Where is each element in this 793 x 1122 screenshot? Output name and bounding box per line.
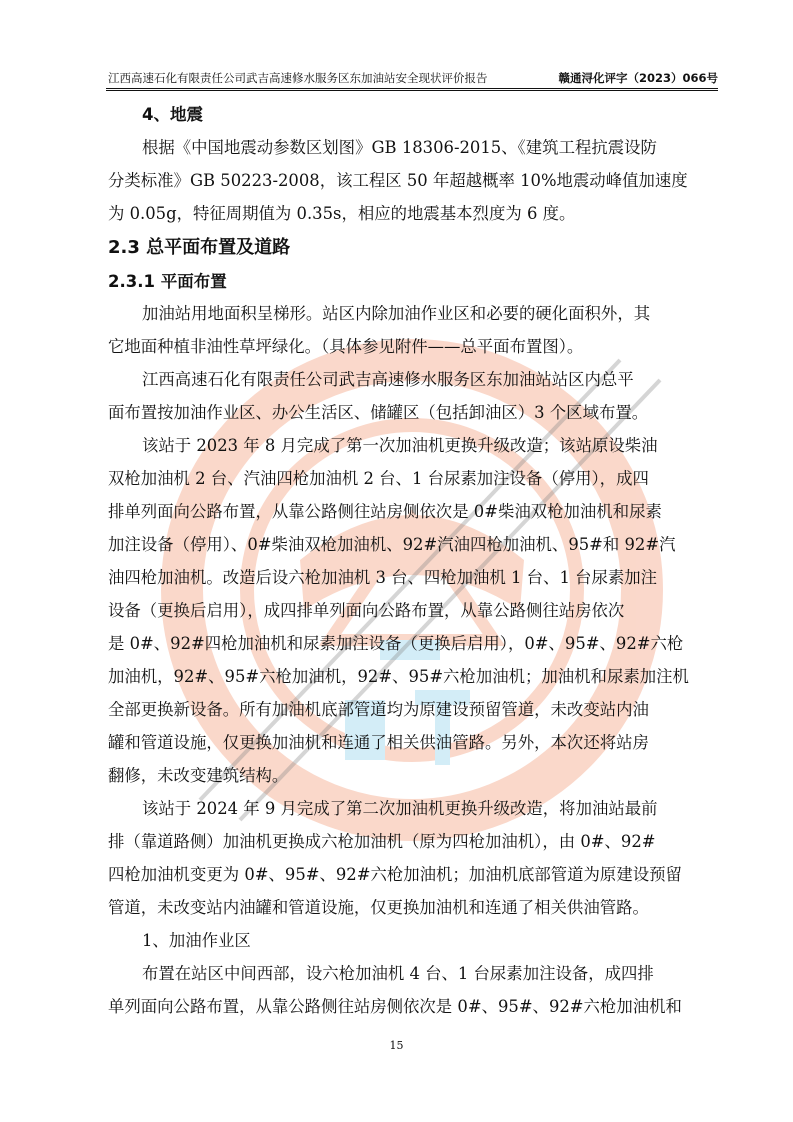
paragraph-line: 布置在站区中间西部，设六枪加油机 4 台、1 台尿素加注设备，成四排 <box>142 964 654 983</box>
paragraph-line: 该站于 2023 年 8 月完成了第一次加油机更换升级改造；该站原设柴油 <box>142 436 658 455</box>
paragraph-line: 全部更换新设备。所有加油机底部管道均为原建设预留管道，未改变站内油 <box>108 700 649 719</box>
paragraph-line: 是 0#、92#四枪加油机和尿素加注设备（更换后启用），0#、95#、92#六枪 <box>108 634 684 653</box>
paragraph-line: 设备（更换后启用），成四排单列面向公路布置，从靠公路侧往站房依次 <box>108 601 625 620</box>
paragraph-line: 根据《中国地震动参数区划图》GB 18306-2015、《建筑工程抗震设防 <box>142 138 657 157</box>
section-heading-2-3-1: 2.3.1 平面布置 <box>108 272 227 291</box>
paragraph-line: 排单列面向公路布置，从靠公路侧往站房侧依次是 0#柴油双枪加油机和尿素 <box>108 502 662 521</box>
paragraph-line: 四枪加油机变更为 0#、95#、92#六枪加油机；加油机底部管道为原建设预留 <box>108 865 682 884</box>
paragraph-line: 江西高速石化有限责任公司武吉高速修水服务区东加油站站区内总平 <box>142 370 634 389</box>
paragraph-line: 单列面向公路布置，从靠公路侧往站房侧依次是 0#、95#、92#六枪加油机和 <box>108 997 682 1016</box>
paragraph-line: 油四枪加油机。改造后设六枪加油机 3 台、四枪加油机 1 台、1 台尿素加注 <box>108 568 658 587</box>
paragraph-line: 加注设备（停用）、0#柴油双枪加油机、92#汽油四枪加油机、95#和 92#汽 <box>108 535 676 554</box>
paragraph-line: 管道，未改变站内油罐和管道设施，仅更换加油机和连通了相关供油管路。 <box>108 898 649 917</box>
section-heading-2-3: 2.3 总平面布置及道路 <box>108 237 291 258</box>
header-report-number: 赣通浔化评字（2023）066号 <box>558 71 718 85</box>
page-body <box>108 98 720 1023</box>
paragraph-line: 加油站用地面积呈梯形。站区内除加油作业区和必要的硬化面积外，其 <box>142 304 651 323</box>
paragraph-line: 它地面种植非油性草坪绿化。（具体参见附件——总平面布置图）。 <box>108 337 584 356</box>
paragraph-line: 面布置按加油作业区、办公生活区、储罐区（包括卸油区）3 个区域布置。 <box>108 403 649 422</box>
paragraph-line: 该站于 2024 年 9 月完成了第二次加油机更换升级改造，将加油站最前 <box>142 799 658 818</box>
paragraph-line: 罐和管道设施，仅更换加油机和连通了相关供油管路。另外，本次还将站房 <box>108 733 649 752</box>
running-header <box>108 70 718 87</box>
header-rule <box>106 88 718 91</box>
paragraph-line: 双枪加油机 2 台、汽油四枪加油机 2 台、1 台尿素加注设备（停用），成四 <box>108 469 649 488</box>
paragraph-line: 翻修，未改变建筑结构。 <box>108 766 289 785</box>
paragraph-line: 分类标准》GB 50223-2008，该工程区 50 年超越概率 10%地震动峰值加速度 <box>108 171 688 190</box>
paragraph-line: 排（靠道路侧）加油机更换成六枪加油机（原为四枪加油机），由 0#、92# <box>108 832 656 851</box>
header-report-title: 江西高速石化有限责任公司武吉高速修水服务区东加油站安全现状评价报告 <box>108 71 488 85</box>
paragraph-line: 为 0.05g，特征周期值为 0.35s，相应的地震基本烈度为 6 度。 <box>108 204 576 223</box>
list-item-fueling-area: 1、加油作业区 <box>142 931 251 950</box>
page-number: 15 <box>389 1039 404 1052</box>
paragraph-line: 加油机，92#、95#六枪加油机，92#、95#六枪加油机；加油机和尿素加注机 <box>108 667 689 686</box>
heading-earthquake: 4、地震 <box>142 105 203 124</box>
